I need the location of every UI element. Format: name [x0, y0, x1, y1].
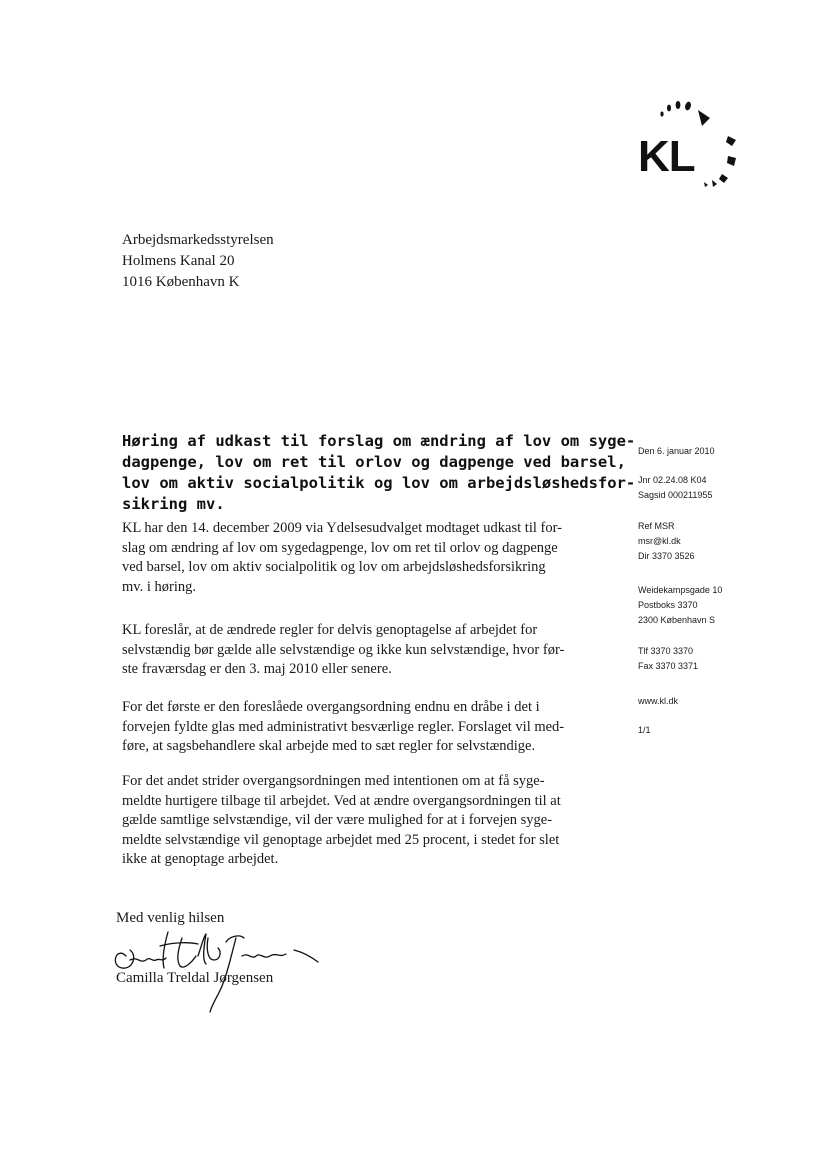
direct-phone: Dir 3370 3526: [638, 551, 695, 561]
body-line: ikke at genoptage arbejdet.: [122, 851, 279, 867]
website: www.kl.dk: [638, 696, 679, 706]
subject-line: dagpenge, lov om ret til orlov og dagpenge ved barsel,: [122, 453, 626, 471]
street-address: Weidekampsgade 10: [638, 585, 723, 595]
body-line: selvstændig bør gælde alle selvstændige og ikke kun selvstændige, hvor før-: [122, 641, 565, 658]
subject-line: Høring af udkast til forslag om ændring af lov om syge-: [122, 432, 636, 450]
page-number: 1/1: [638, 725, 651, 735]
case-id: Sagsid 000211955: [638, 490, 713, 500]
body-line: føre, at sagsbehandlere skal arbejde med to sæt regler for selvstændige.: [122, 738, 536, 754]
recipient-line: Arbejdsmarkedsstyrelsen: [122, 232, 274, 248]
body-line: KL foreslår, at de ændrede regler for delvis genoptagelse af arbejdet for: [122, 622, 538, 638]
body-line: gælde samtlige selvstændige, vil der være mulighed for at i forvejen syge-: [122, 812, 553, 828]
body-line: ved barsel, lov om aktiv socialpolitik og lov om arbejdsløshedsforsikring: [122, 559, 546, 575]
recipient-address: [122, 230, 274, 293]
body-line: mv. i høring.: [122, 578, 196, 595]
handwritten-signature: [104, 916, 344, 1016]
subject-heading: [122, 431, 636, 515]
recipient-line: 1016 København K: [122, 274, 240, 290]
recipient-line: Holmens Kanal 20: [122, 253, 235, 269]
letter-date: Den 6. januar 2010: [638, 446, 715, 456]
body-line: For det andet strider overgangsordningen med intentionen om at få syge-: [122, 773, 545, 789]
body-line: slag om ændring af lov om sygedagpenge, lov om ret til orlov og dagpenge: [122, 539, 558, 556]
journal-number: Jnr 02.24.08 K04: [638, 475, 707, 485]
signer-name: Camilla Treldal Jørgensen: [116, 970, 274, 986]
city: 2300 København S: [638, 615, 716, 625]
subject-line: sikring mv.: [122, 495, 225, 513]
fax: Fax 3370 3371: [638, 661, 699, 671]
reference: Ref MSR: [638, 521, 675, 531]
body-line: ste fraværsdag er den 3. maj 2010 eller senere.: [122, 661, 392, 677]
body-line: KL har den 14. december 2009 via Ydelsesudvalget modtaget udkast til for-: [122, 520, 562, 536]
body-paragraph: [122, 772, 617, 870]
logo-wordmark: KL: [638, 132, 695, 181]
body-paragraph: [122, 698, 617, 757]
phone: Tlf 3370 3370: [638, 646, 694, 656]
po-box: Postboks 3370: [638, 600, 698, 610]
kl-logo: [628, 96, 748, 196]
subject-line: lov om aktiv socialpolitik og lov om arbejdsløshedsfor-: [122, 474, 636, 492]
body-line: meldte selvstændige vil genoptage arbejdet med 25 procent, i stedet for slet: [122, 831, 560, 848]
email-address: msr@kl.dk: [638, 536, 681, 546]
body-line: forvejen fyldte glas med administrativt besværlige regler. Forslaget vil med-: [122, 718, 565, 735]
body-line: For det første er den foreslåede overgangsordning endnu en dråbe i det i: [122, 699, 540, 715]
closing-greeting: Med venlig hilsen: [116, 910, 225, 926]
body-line: meldte hurtigere tilbage til arbejdet. Ved at ændre overgangsordningen til at: [122, 792, 561, 809]
body-paragraph: [122, 519, 617, 597]
body-paragraph: [122, 621, 617, 680]
